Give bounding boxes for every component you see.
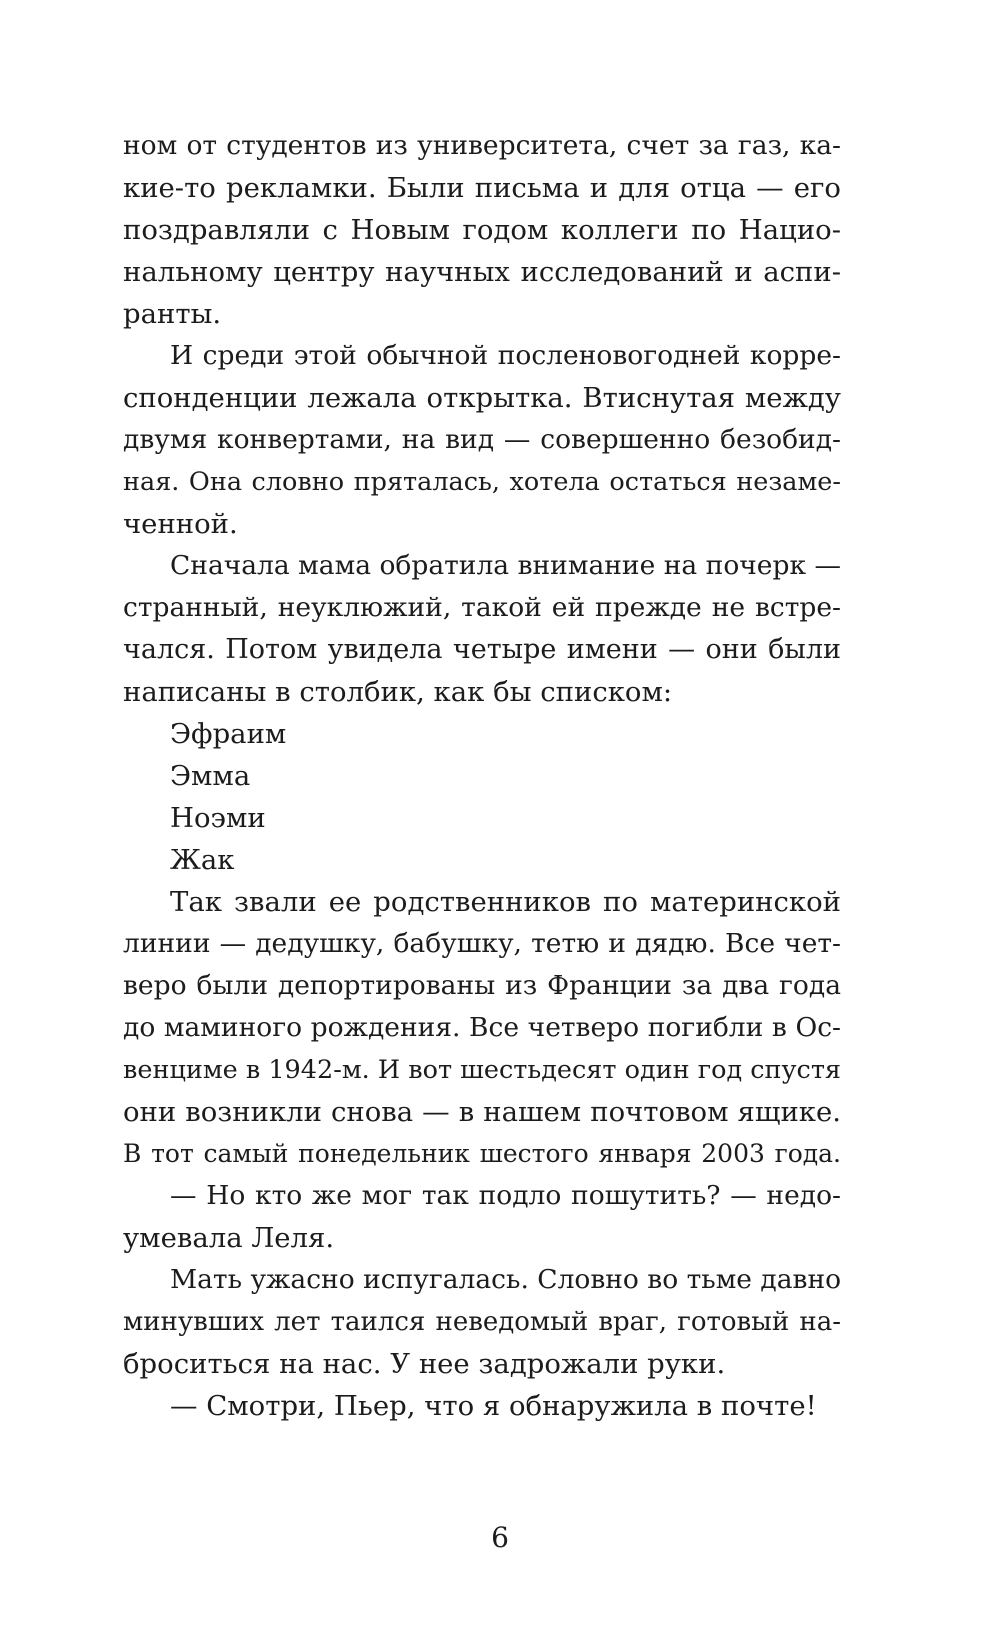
text-line: броситься на нас. У нее задрожали руки. [123,1348,726,1380]
text-line: до маминого рождения. Все четверо погибли в Ос- [123,1012,841,1043]
text-line: ном от студентов из университета, счет за газ, ка- [123,130,841,161]
text-line: И среди этой обычной посленовогодней корре- [170,340,841,371]
text-line: ная. Она словно пряталась, хотела остаться незаме- [123,467,841,497]
text-line: кие-то рекламки. Были письма и для отца — его [123,172,841,204]
text-line: венциме в 1942-м. И вот шестьдесят один год спустя [123,1055,842,1085]
text-line: минувших лет таился неведомый враг, готовый на- [123,1307,841,1337]
text-line: странный, неуклюжий, такой ей прежде не встре- [123,592,841,623]
text-line: двумя конвертами, на вид — совершенно безобид- [123,424,841,455]
text-line: веро были депортированы из Франции за два года [123,970,841,1001]
text-line: В тот самый понедельник шестого января 2003 года. [123,1139,841,1168]
text-line: Мать ужасно испугалась. Словно во тьме давно [170,1264,842,1295]
text-line: линии — дедушку, бабушку, тетю и дядю. Все чет- [123,928,841,959]
name-list-item: Ноэми [170,802,266,834]
name-list-item: Эфраим [170,718,287,750]
name-list-item: Жак [170,844,235,876]
name-list-item: Эмма [170,760,251,792]
text-line: поздравляли с Новым годом коллеги по Нацио- [123,214,841,246]
text-line: нальному центру научных исследований и аспи- [123,256,841,288]
text-line: ранты. [123,298,222,330]
text-line: умевала Леля. [123,1222,335,1254]
text-line: Сначала мама обратила внимание на почерк — [170,550,841,581]
text-line: написаны в столбик, как бы списком: [123,676,673,708]
text-line: ченной. [123,508,238,540]
text-line: чался. Потом увидела четыре имени — они были [123,634,841,665]
text-line: — Но кто же мог так подло пошутить? — недо- [170,1180,841,1211]
text-line: спонденции лежала открытка. Втиснутая между [123,382,841,414]
text-line: Так звали ее родственников по материнской [170,886,841,918]
page-number: 6 [491,1521,509,1554]
text-line: они возникли снова — в нашем почтовом ящике. [123,1096,841,1128]
text-line: — Смотри, Пьер, что я обнаружила в почте! [170,1390,817,1422]
